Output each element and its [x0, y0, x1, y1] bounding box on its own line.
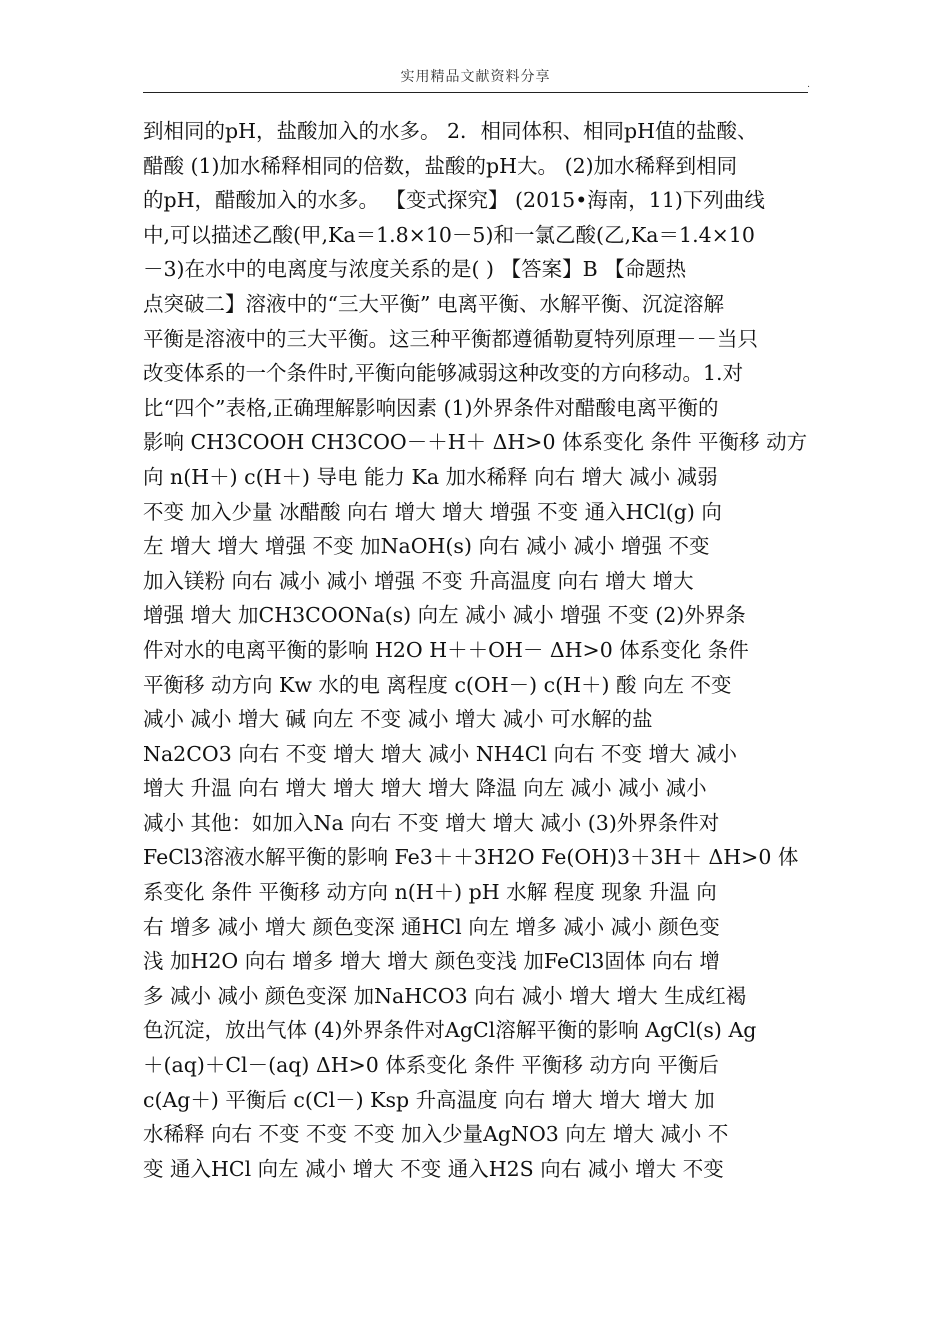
body-line: 右 增多 减小 增大 颜色变深 通HCl 向左 增多 减小 减小 颜色变 — [143, 914, 720, 939]
body-line: 比“四个”表格,正确理解影响因素 (1)外界条件对醋酸电离平衡的 — [143, 395, 719, 420]
body-line: 向 n(H＋) c(H＋) 导电 能力 Ka 加水稀释 向右 增大 减小 减弱 — [143, 464, 718, 489]
body-line: 点突破二】溶液中的“三大平衡” 电离平衡、水解平衡、沉淀溶解 — [143, 291, 724, 316]
body-line: 的pH，醋酸加入的水多。 【变式探究】 (2015•海南，11)下列曲线 — [143, 188, 765, 213]
body-line: 多 减小 减小 颜色变深 加NaHCO3 向右 减小 增大 增大 生成红褐 — [143, 983, 747, 1008]
body-line: －3)在水中的电离度与浓度关系的是( ) 【答案】B 【命题热 — [143, 257, 687, 282]
body-line: 件对水的电离平衡的影响 H2O H＋＋OH－ ΔH>0 体系变化 条件 — [143, 637, 749, 662]
body-line: 浅 加H2O 向右 增多 增大 增大 颜色变浅 加FeCl3固体 向右 增 — [143, 949, 720, 974]
body-line: 醋酸 (1)加水稀释相同的倍数，盐酸的pH大。 (2)加水稀释到相同 — [143, 153, 738, 178]
body-line: 影响 CH3COOH CH3COO－＋H＋ ΔH>0 体系变化 条件 平衡移 动方 — [143, 430, 808, 455]
page-header — [143, 66, 808, 93]
body-line: FeCl3溶液水解平衡的影响 Fe3＋＋3H2O Fe(OH)3＋3H＋ ΔH>0 体 — [143, 845, 799, 870]
body-line: 改变体系的一个条件时,平衡向能够减弱这种改变的方向移动。1.对 — [143, 361, 744, 386]
header-title: 实用精品文献资料分享 — [400, 69, 551, 85]
body-line: ＋(aq)＋Cl－(aq) ΔH>0 体系变化 条件 平衡移 动方向 平衡后 — [143, 1053, 719, 1078]
body-line: 减小 减小 增大 碱 向左 不变 减小 增大 减小 可水解的盐 — [143, 707, 653, 732]
body-line: 平衡是溶液中的三大平衡。这三种平衡都遵循勒夏特列原理－－当只 — [143, 326, 758, 351]
body-line: 中,可以描述乙酸(甲,Ka＝1.8×10－5)和一氯乙酸(乙,Ka＝1.4×10 — [143, 222, 755, 247]
body-line: 系变化 条件 平衡移 动方向 n(H＋) pH 水解 程度 现象 升温 向 — [143, 880, 717, 905]
body-line: 不变 加入少量 冰醋酸 向右 增大 增大 增强 不变 通入HCl(g) 向 — [143, 499, 722, 524]
body-line: 色沉淀，放出气体 (4)外界条件对AgCl溶解平衡的影响 AgCl(s) Ag — [143, 1018, 757, 1043]
body-line: 左 增大 增大 增强 不变 加NaOH(s) 向右 减小 减小 增强 不变 — [143, 534, 710, 559]
body-line: 平衡移 动方向 Kw 水的电 离程度 c(OH－) c(H＋) 酸 向左 不变 — [143, 672, 732, 697]
header-mark: . — [807, 80, 810, 90]
body-line: 增大 升温 向右 增大 增大 增大 增大 降温 向左 减小 减小 减小 — [143, 776, 707, 801]
body-line: 加入镁粉 向右 减小 减小 增强 不变 升高温度 向右 增大 增大 — [143, 568, 694, 593]
body-line: Na2CO3 向右 不变 增大 增大 减小 NH4Cl 向右 不变 增大 减小 — [143, 741, 737, 766]
body-line: 水稀释 向右 不变 不变 不变 加入少量AgNO3 向左 增大 减小 不 — [143, 1122, 729, 1147]
body-line: 减小 其他：如加入Na 向右 不变 增大 增大 减小 (3)外界条件对 — [143, 810, 720, 835]
body-line: 增强 增大 加CH3COONa(s) 向左 减小 减小 增强 不变 (2)外界条 — [143, 603, 746, 628]
body-line: c(Ag＋) 平衡后 c(Cl－) Ksp 升高温度 向右 增大 增大 增大 加 — [143, 1087, 715, 1112]
body-line: 到相同的pH，盐酸加入的水多。 2．相同体积、相同pH值的盐酸、 — [143, 119, 758, 143]
body-line: 变 通入HCl 向左 减小 增大 不变 通入H2S 向右 减小 增大 不变 — [143, 1156, 724, 1181]
document-body — [143, 114, 813, 1186]
